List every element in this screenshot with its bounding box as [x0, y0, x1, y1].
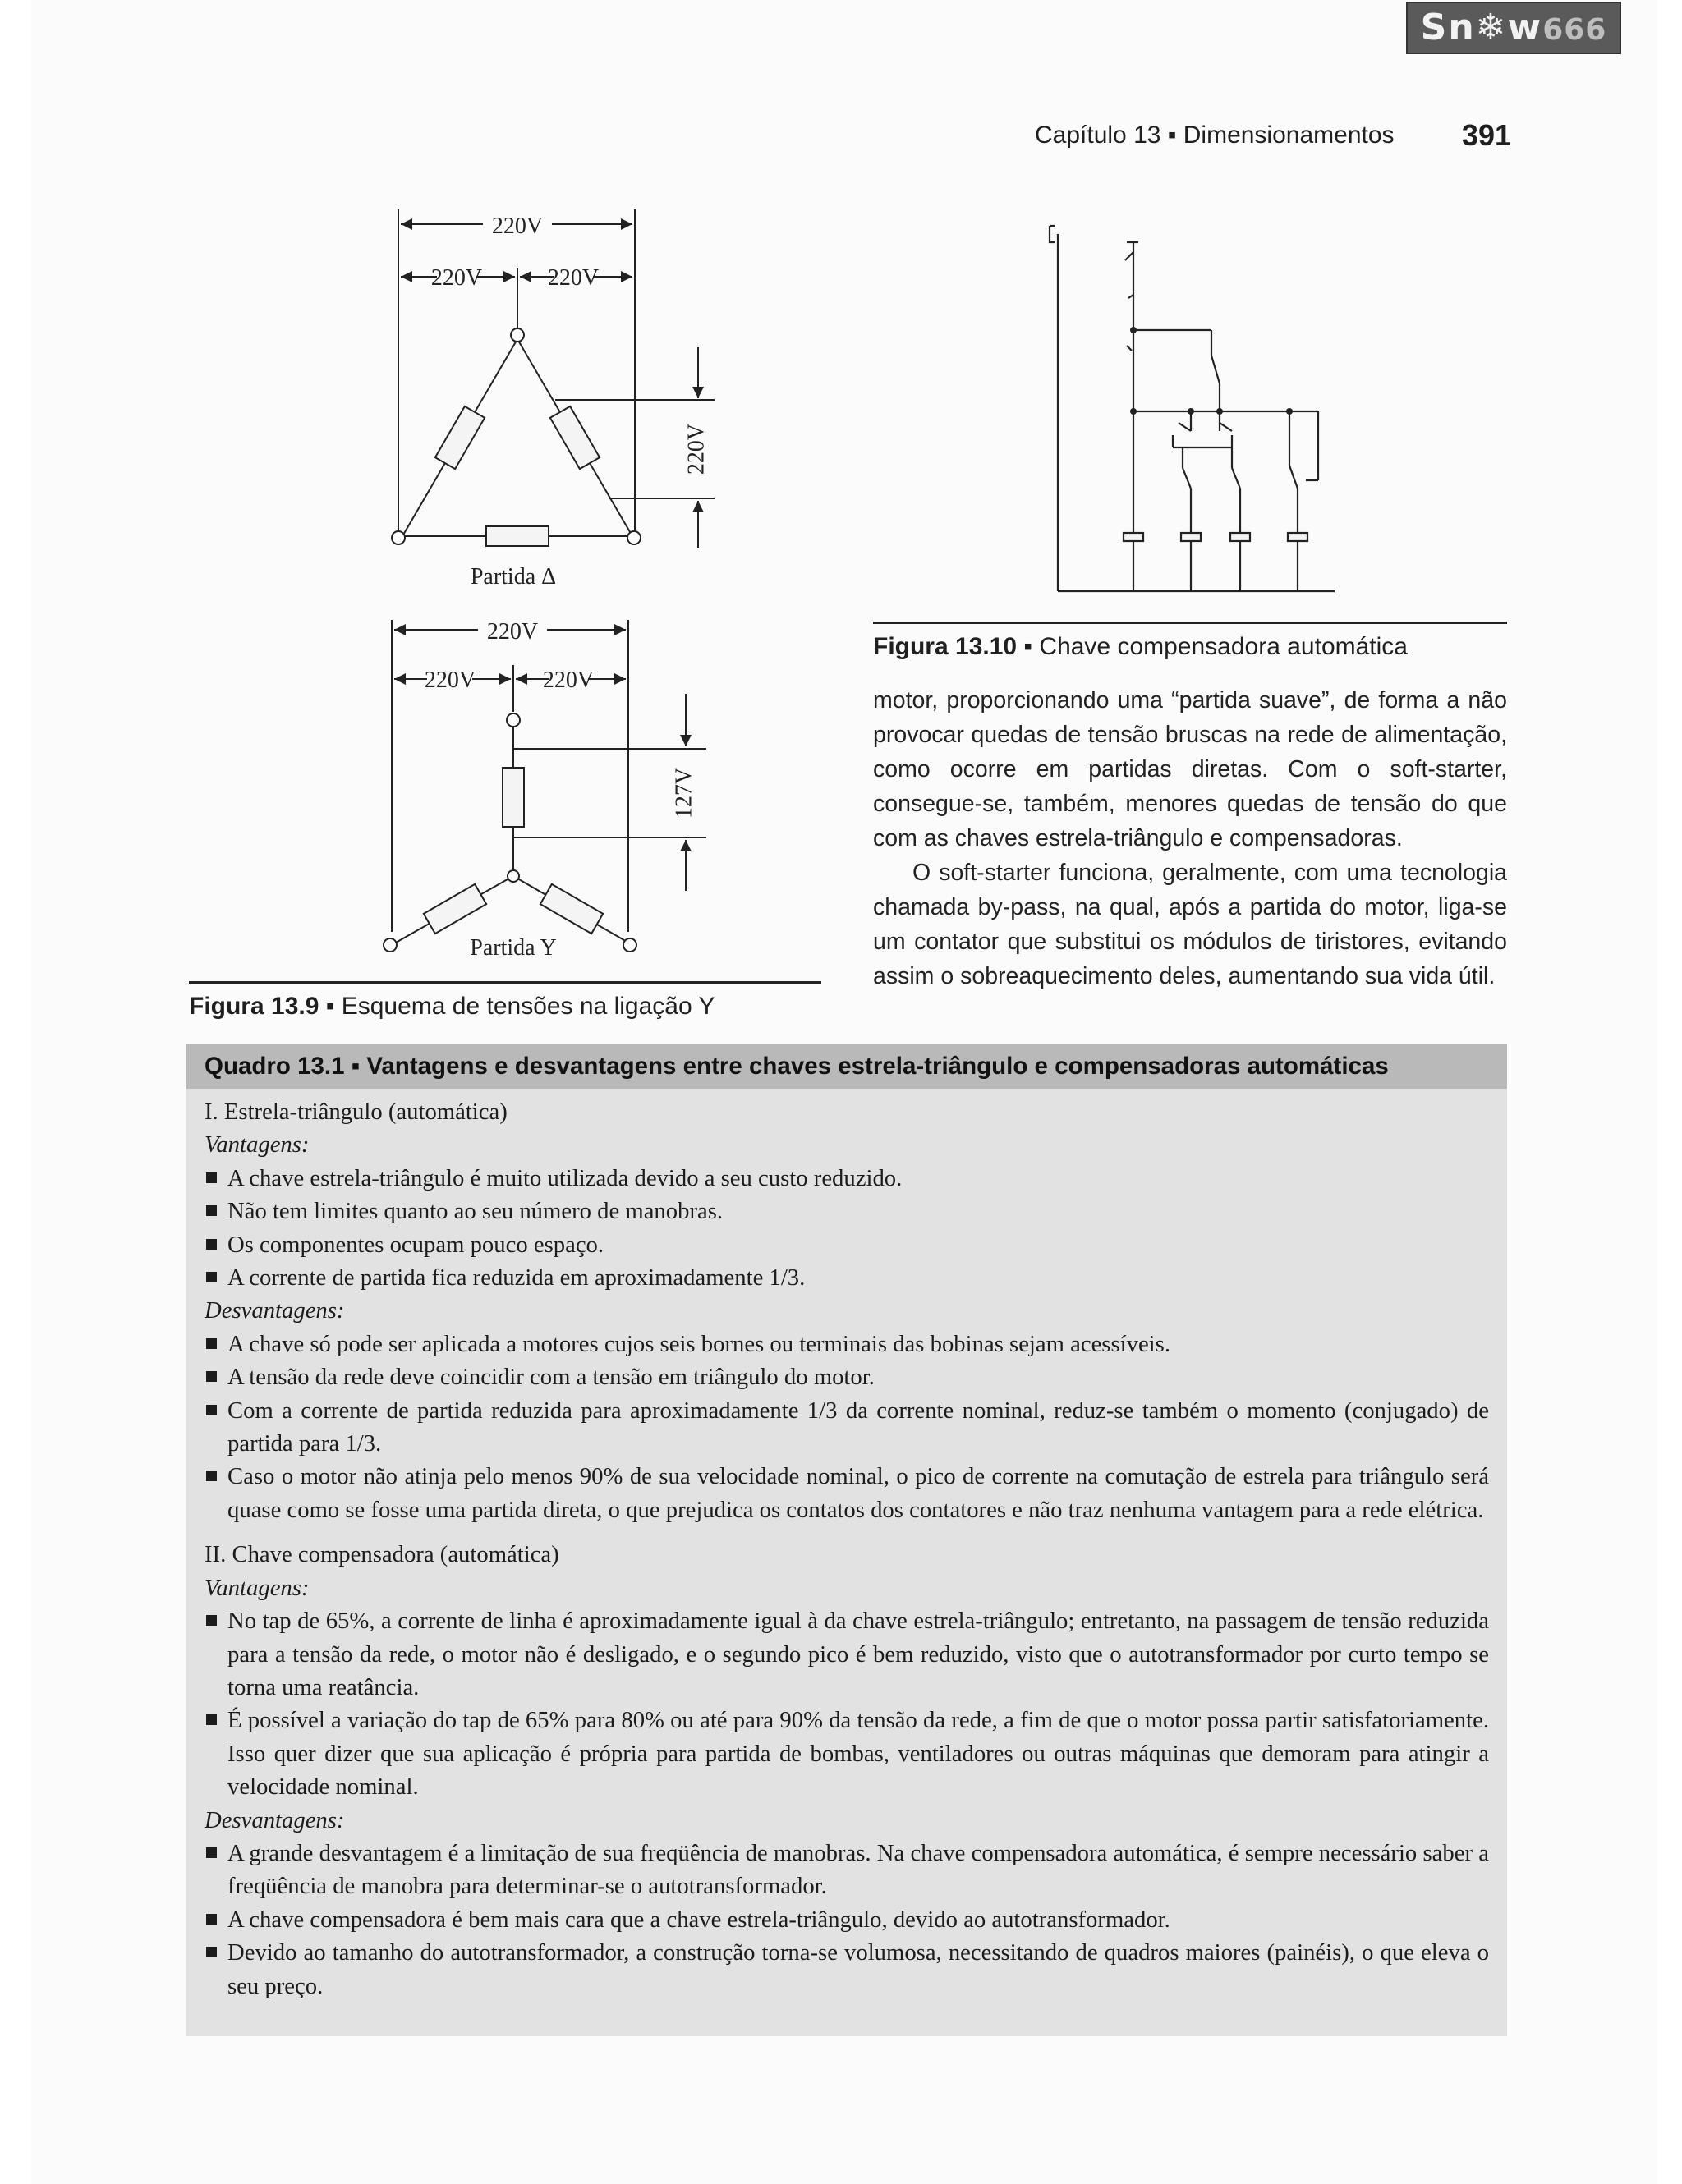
list-item: A tensão da rede deve coincidir com a tensão em triângulo do motor.	[205, 1360, 1489, 1393]
list-item: Com a corrente de partida reduzida para aproximadamente 1/3 da corrente nominal, reduz-se também o momento (conjugado) de partida para 1/3.	[205, 1394, 1489, 1461]
page-number: 391	[1461, 118, 1511, 152]
list-item: Caso o motor não atinja pelo menos 90% de sua velocidade nominal, o pico de corrente na comutação de estrela para triângulo será quase como se fosse uma partida direta, o que prejudica os contatos dos contatores e não traz nenhuma vantagem para a rede elétrica.	[205, 1460, 1489, 1526]
quadro-title: Quadro 13.1 ▪ Vantagens e desvantagens entre chaves estrela-triângulo e compensadoras automáticas	[186, 1044, 1507, 1089]
body-paragraph-2: O soft-starter funciona, geralmente, com uma tecnologia chamada by-pass, na qual, após a partida do motor, liga-se um contator que substitui os módulos de tiristores, evitando assim o sobreaquecimento deles, aumentando sua vida útil.	[873, 860, 1507, 989]
advantages-list	[205, 1162, 1489, 1295]
disadvantages-list	[205, 1837, 1489, 2003]
list-item: Não tem limites quanto ao seu número de manobras.	[205, 1195, 1489, 1227]
list-item: A chave só pode ser aplicada a motores cujos seis bornes ou terminais das bobinas sejam acessíveis.	[205, 1328, 1489, 1360]
soft-starter-text	[873, 683, 1507, 993]
star-vertical-voltage: 127V	[671, 767, 697, 819]
figure-13-9-caption: Figura 13.9 ▪ Esquema de tensões na ligação Y	[189, 981, 821, 1028]
list-item: A corrente de partida fica reduzida em aproximadamente 1/3.	[205, 1261, 1489, 1294]
figure-13-9-diagram	[345, 209, 715, 989]
advantages-label: Vantagens:	[205, 1574, 310, 1601]
chapter-title: Capítulo 13 ▪ Dimensionamentos	[1035, 122, 1395, 149]
advantages-label: Vantagens:	[205, 1131, 310, 1159]
disadvantages-list	[205, 1328, 1489, 1526]
body-paragraph-1: motor, proporcionando uma “partida suave”, de forma a não provocar quedas de tensão bruscas na rede de alimentação, como ocorre em partidas diretas. Com o soft-starter, consegue-se, também, menores quedas de tensão do que com as chaves estrela-triângulo e compensadoras.	[873, 687, 1507, 851]
delta-label: Partida Δ	[470, 564, 557, 590]
section-heading: II. Chave compensadora (automática)	[205, 1541, 559, 1568]
list-item: É possível a variação do tap de 65% para 80% ou até para 90% da tensão da rede, a fim de que o motor possa partir satisfatoriamente. Isso quer dizer que sua aplicação é própria para partida de bombas, ventiladores ou outras máquinas que demoram para atingir a velocidade nominal.	[205, 1704, 1489, 1803]
delta-total-voltage: 220V	[491, 213, 544, 239]
star-left-voltage: 220V	[424, 668, 476, 693]
list-item: Devido ao tamanho do autotransformador, a construção torna-se volumosa, necessitando de quadros maiores (painéis), o que eleva o seu preço.	[205, 1936, 1489, 2003]
star-total-voltage: 220V	[486, 619, 539, 645]
list-item: A chave estrela-triângulo é muito utilizada devido a seu custo reduzido.	[205, 1162, 1489, 1195]
star-label: Partida Y	[470, 935, 557, 961]
list-item: A grande desvantagem é a limitação de sua freqüência de manobras. Na chave compensadora automática, é sempre necessário saber a freqüência de manobra para determinar-se o autotransformador.	[205, 1837, 1489, 1903]
list-item: Os componentes ocupam pouco espaço.	[205, 1228, 1489, 1261]
advantages-list	[205, 1604, 1489, 1803]
figure-13-10-caption: Figura 13.10 ▪ Chave compensadora automática	[873, 622, 1507, 668]
quadro-13-1-box	[186, 1044, 1507, 2036]
watermark-logo: Sn❄w666	[1406, 2, 1621, 54]
delta-vertical-voltage: 220V	[683, 423, 710, 475]
delta-left-voltage: 220V	[430, 265, 483, 291]
running-header	[1035, 115, 1511, 156]
disadvantages-label: Desvantagens:	[205, 1806, 345, 1833]
figure-13-10-diagram	[1035, 209, 1429, 612]
disadvantages-label: Desvantagens:	[205, 1297, 345, 1324]
quadro-body	[186, 1089, 1507, 2003]
delta-right-voltage: 220V	[547, 265, 600, 291]
star-right-voltage: 220V	[542, 668, 595, 693]
list-item: A chave compensadora é bem mais cara que a chave estrela-triângulo, devido ao autotransformador.	[205, 1903, 1489, 1936]
section-heading: I. Estrela-triângulo (automática)	[205, 1099, 508, 1125]
list-item: No tap de 65%, a corrente de linha é aproximadamente igual à da chave estrela-triângulo; entretanto, na passagem de tensão reduzida para a tensão da rede, o motor não é desligado, e o segundo pico é bem reduzido, visto que o autotransformador por curto tempo se torna uma reatância.	[205, 1604, 1489, 1704]
